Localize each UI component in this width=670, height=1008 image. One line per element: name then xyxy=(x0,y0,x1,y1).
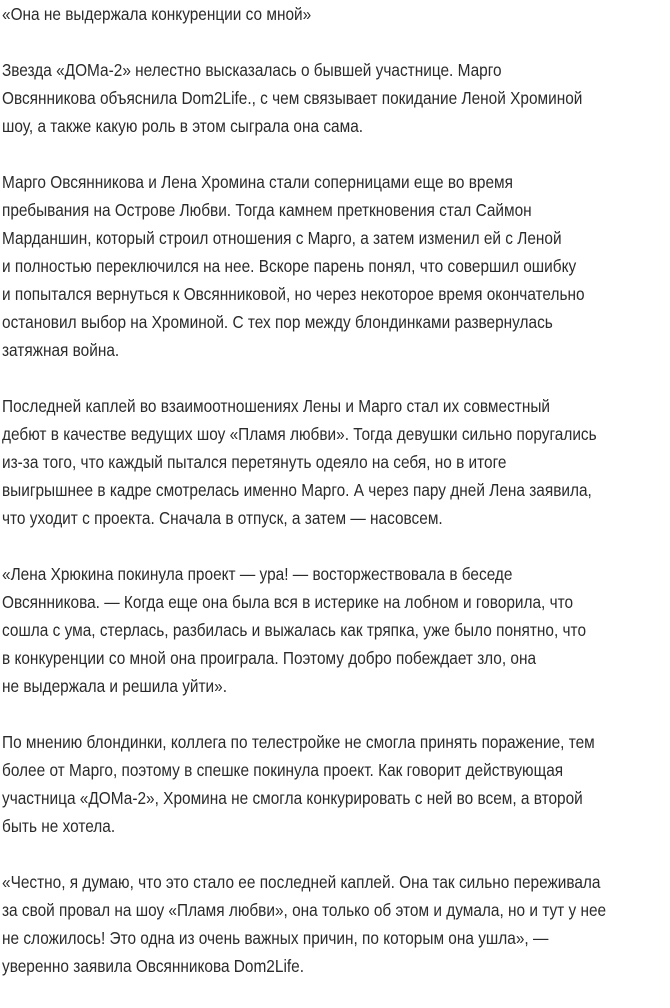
text-line: выигрышнее в кадре смотрелась именно Марго. А через пару дней Лена заявила, xyxy=(2,480,592,500)
text-line: шоу, а также какую роль в этом сыграла она сама. xyxy=(2,116,364,136)
text-line: уверенно заявила Овсянникова Dom2Life. xyxy=(2,956,304,976)
text-line: более от Марго, поэтому в спешке покинула проект. Как говорит действующая xyxy=(2,760,564,780)
text-line: не сложилось! Это одна из очень важных причин, по которым она ушла», — xyxy=(2,928,549,948)
text-line: и попытался вернуться к Овсянниковой, но через некоторое время окончательно xyxy=(2,284,585,304)
text-line: быть не хотела. xyxy=(2,816,116,836)
text-line: затяжная война. xyxy=(2,340,120,360)
text-line: Овсянникова. — Когда еще она была вся в истерике на лобном и говорила, что xyxy=(2,592,574,612)
article-paragraph xyxy=(2,392,670,532)
text-line: участница «ДОМа-2», Хромина не смогла конкурировать с ней во всем, а второй xyxy=(2,788,583,808)
text-line: Звезда «ДОМа-2» нелестно высказалась о бывшей участнице. Марго xyxy=(2,60,502,80)
article-headline-quote xyxy=(2,0,670,28)
text-line: пребывания на Острове Любви. Тогда камнем преткновения стал Саймон xyxy=(2,200,532,220)
text-line: «Она не выдержала конкуренции со мной» xyxy=(2,4,312,24)
text-line: Марданшин, который строил отношения с Марго, а затем изменил ей с Леной xyxy=(2,228,562,248)
text-line: Марго Овсянникова и Лена Хромина стали соперницами еще во время xyxy=(2,172,513,192)
text-line: По мнению блондинки, коллега по телестройке не смогла принять поражение, тем xyxy=(2,732,595,752)
text-line: остановил выбор на Хроминой. С тех пор между блондинками развернулась xyxy=(2,312,553,332)
article-quote-paragraph xyxy=(2,868,670,980)
article-lead-paragraph xyxy=(2,56,670,140)
text-line: Последней каплей во взаимоотношениях Лены и Марго стал их совместный xyxy=(2,396,551,416)
text-line: не выдержала и решила уйти». xyxy=(2,676,228,696)
text-line: «Лена Хрюкина покинула проект — ура! — восторжествовала в беседе xyxy=(2,564,513,584)
text-line: и полностью переключился на нее. Вскоре парень понял, что совершил ошибку xyxy=(2,256,577,276)
text-line: дебют в качестве ведущих шоу «Пламя любви». Тогда девушки сильно поругались xyxy=(2,424,597,444)
text-line: в конкуренции со мной она проиграла. Поэтому добро побеждает зло, она xyxy=(2,648,537,668)
article-paragraph xyxy=(2,168,670,364)
text-line: из-за того, что каждый пытался перетянуть одеяло на себя, но в итоге xyxy=(2,452,507,472)
article-paragraph xyxy=(2,728,670,840)
article-body xyxy=(2,0,670,1008)
text-line: «Честно, я думаю, что это стало ее последней каплей. Она так сильно переживала xyxy=(2,872,601,892)
text-line: сошла с ума, стерлась, разбилась и выжалась как тряпка, уже было понятно, что xyxy=(2,620,587,640)
article-quote-paragraph xyxy=(2,560,670,700)
text-line: Овсянникова объяснила Dom2Life., с чем связывает покидание Леной Хроминой xyxy=(2,88,583,108)
text-line: что уходит с проекта. Сначала в отпуск, а затем — насовсем. xyxy=(2,508,443,528)
text-line: за свой провал на шоу «Пламя любви», она только об этом и думала, но и тут у нее xyxy=(2,900,607,920)
